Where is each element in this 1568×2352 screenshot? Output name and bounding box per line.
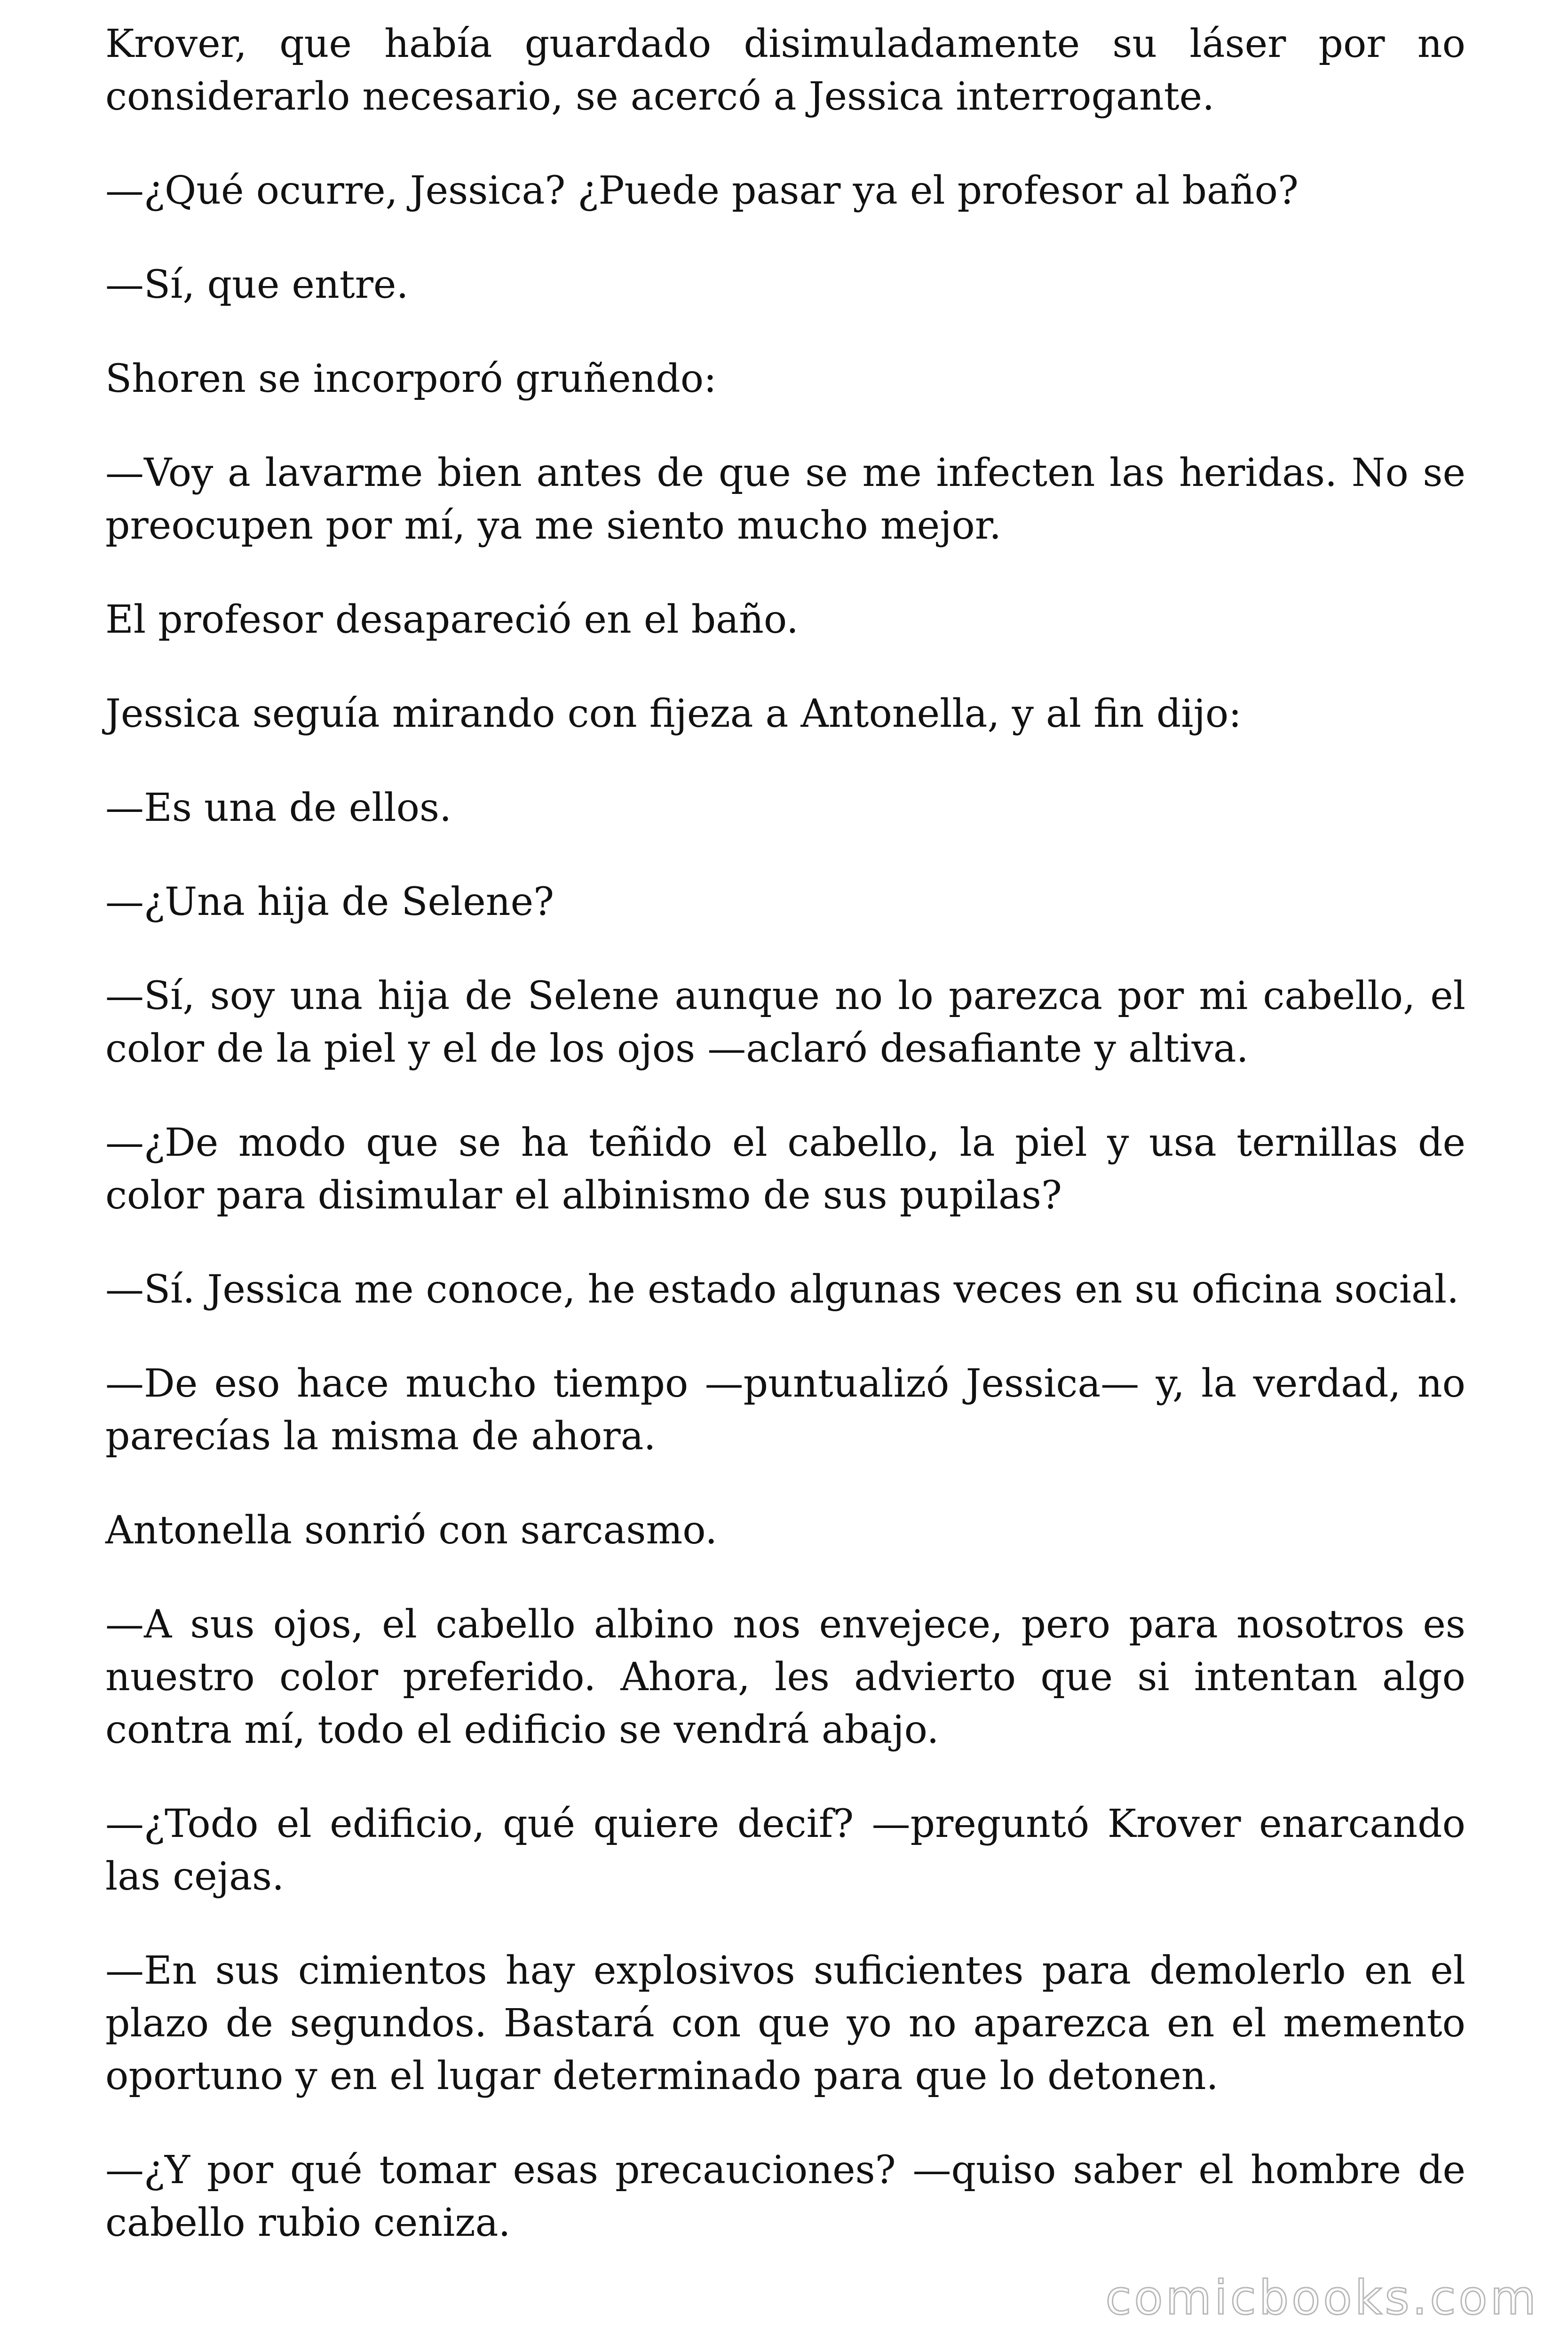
paragraph: —¿Qué ocurre, Jessica? ¿Puede pasar ya el profesor al baño? <box>105 168 1299 213</box>
paragraph: —¿Todo el edificio, qué quiere decif? —preguntó Krover enarcando las cejas. <box>105 1802 1465 1899</box>
paragraph: —¿Una hija de Selene? <box>105 880 554 924</box>
paragraph: Shoren se incorporó gruñendo: <box>105 357 717 401</box>
paragraph: El profesor desapareció en el baño. <box>105 597 799 642</box>
paragraph: —En sus cimientos hay explosivos suficientes para demolerlo en el plazo de segundos. Bastará con que yo no aparezca en el memento oportuno y en el lugar determinado para que lo detonen. <box>105 1948 1465 2098</box>
paragraph: Jessica seguía mirando con fijeza a Antonella, y al fin dijo: <box>105 691 1242 736</box>
paragraph: —Sí, soy una hija de Selene aunque no lo parezca por mi cabello, el color de la piel y el de los ojos —aclaró desafiante y altiva. <box>105 974 1465 1071</box>
paragraph: Krover, que había guardado disimuladamente su láser por no considerarlo necesario, se acercó a Jessica interrogante. <box>105 22 1465 119</box>
text-column <box>105 18 1465 2291</box>
paragraph: —A sus ojos, el cabello albino nos envejece, pero para nosotros es nuestro color preferido. Ahora, les advierto que si intentan algo contra mí, todo el edificio se vendrá abajo. <box>105 1602 1465 1752</box>
paragraph: —¿De modo que se ha teñido el cabello, la piel y usa ternillas de color para disimular el albinismo de sus pupilas? <box>105 1120 1465 1218</box>
paragraph: —De eso hace mucho tiempo —puntualizó Jessica— y, la verdad, no parecías la misma de ahora. <box>105 1361 1465 1459</box>
paragraph: —Sí, que entre. <box>105 262 409 307</box>
watermark-logo: comicbooks.com <box>1105 2270 1539 2325</box>
paragraph: —Es una de ellos. <box>105 786 452 830</box>
paragraph: —Sí. Jessica me conoce, he estado algunas veces en su oficina social. <box>105 1267 1459 1312</box>
paragraph: —¿Y por qué tomar esas precauciones? —quiso saber el hombre de cabello rubio ceniza. <box>105 2148 1465 2245</box>
paragraph: Antonella sonrió con sarcasmo. <box>105 1508 718 1553</box>
paragraph: —Voy a lavarme bien antes de que se me infecten las heridas. No se preocupen por mí, ya me siento mucho mejor. <box>105 451 1465 548</box>
